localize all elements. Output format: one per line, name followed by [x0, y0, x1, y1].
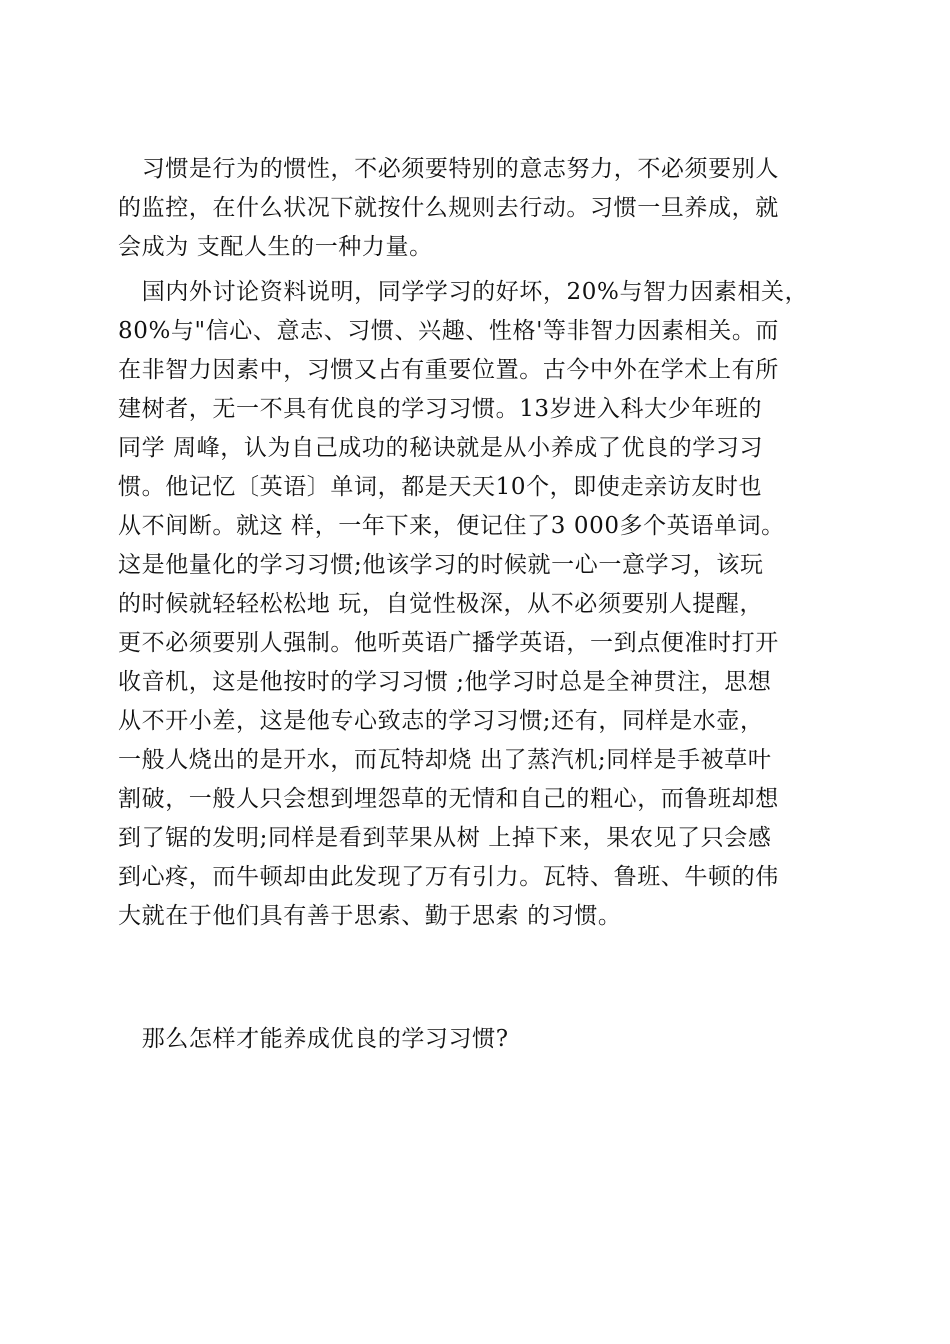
- text-line: 割破，一般人只会想到埋怨草的无情和自己的粗心，而鲁班却想: [118, 786, 779, 812]
- text-line: [118, 975, 836, 1014]
- text-line: 大就在于他们具有善于思索、勤于思索 的习惯。: [118, 903, 622, 929]
- text-line: 80%与"信心、意志、习惯、兴趣、性格'等非智力因素相关。而: [118, 318, 780, 344]
- text-line: 一般人烧出的是开水，而瓦特却烧 出了蒸汽机;同样是手被草叶: [118, 747, 772, 773]
- text-line: 会成为 支配人生的一种力量。: [118, 234, 433, 260]
- text-line: 到了锯的发明;同样是看到苹果从树 上掉下来，果农见了只会感: [118, 825, 772, 851]
- paragraph-research-examples: [118, 273, 836, 1014]
- text-line: 建树者，无一不具有优良的学习习惯。13岁进入科大少年班的: [118, 396, 763, 422]
- text-line: 在非智力因素中，习惯又占有重要位置。古今中外在学术上有所: [118, 357, 779, 383]
- paragraph-habit-definition: [118, 150, 836, 267]
- text-line: 从不间断。就这 样，一年下来，便记住了3 000多个英语单词。: [118, 513, 785, 539]
- text-line: 到心疼，而牛顿却由此发现了万有引力。瓦特、鲁班、牛顿的伟: [118, 864, 779, 890]
- text-line: 收音机，这是他按时的学习习惯 ;他学习时总是全神贯注，思想: [118, 669, 772, 695]
- text-line: 惯。他记忆〔英语〕单词，都是天天10个，即使走亲访友时也: [118, 474, 763, 500]
- text-line: 更不必须要别人强制。他听英语广播学英语，一到点便准时打开: [118, 630, 779, 656]
- text-line: 这是他量化的学习习惯;他该学习的时候就一心一意学习，该玩: [118, 552, 764, 578]
- body-text: [118, 150, 836, 1059]
- text-line: 习惯是行为的惯性，不必须要特别的意志努力，不必须要别人: [118, 156, 779, 182]
- text-line: 那么怎样才能养成优良的学习习惯?: [118, 1026, 509, 1052]
- text-line: 国内外讨论资料说明，同学学习的好坏，20%与智力因素相关，: [118, 279, 809, 305]
- text-line: 的时候就轻轻松松地 玩，自觉性极深，从不必须要别人提醒，: [118, 591, 764, 617]
- text-line: 的监控，在什么状况下就按什么规则去行动。习惯一旦养成，就: [118, 195, 779, 221]
- text-line: 同学 周峰，认为自己成功的秘诀就是从小养成了优良的学习习: [118, 435, 764, 461]
- text-line: 从不开小差，这是他专心致志的学习习惯;还有，同样是水壶，: [118, 708, 764, 734]
- paragraph-question: [118, 1020, 836, 1059]
- text-line: [118, 936, 836, 975]
